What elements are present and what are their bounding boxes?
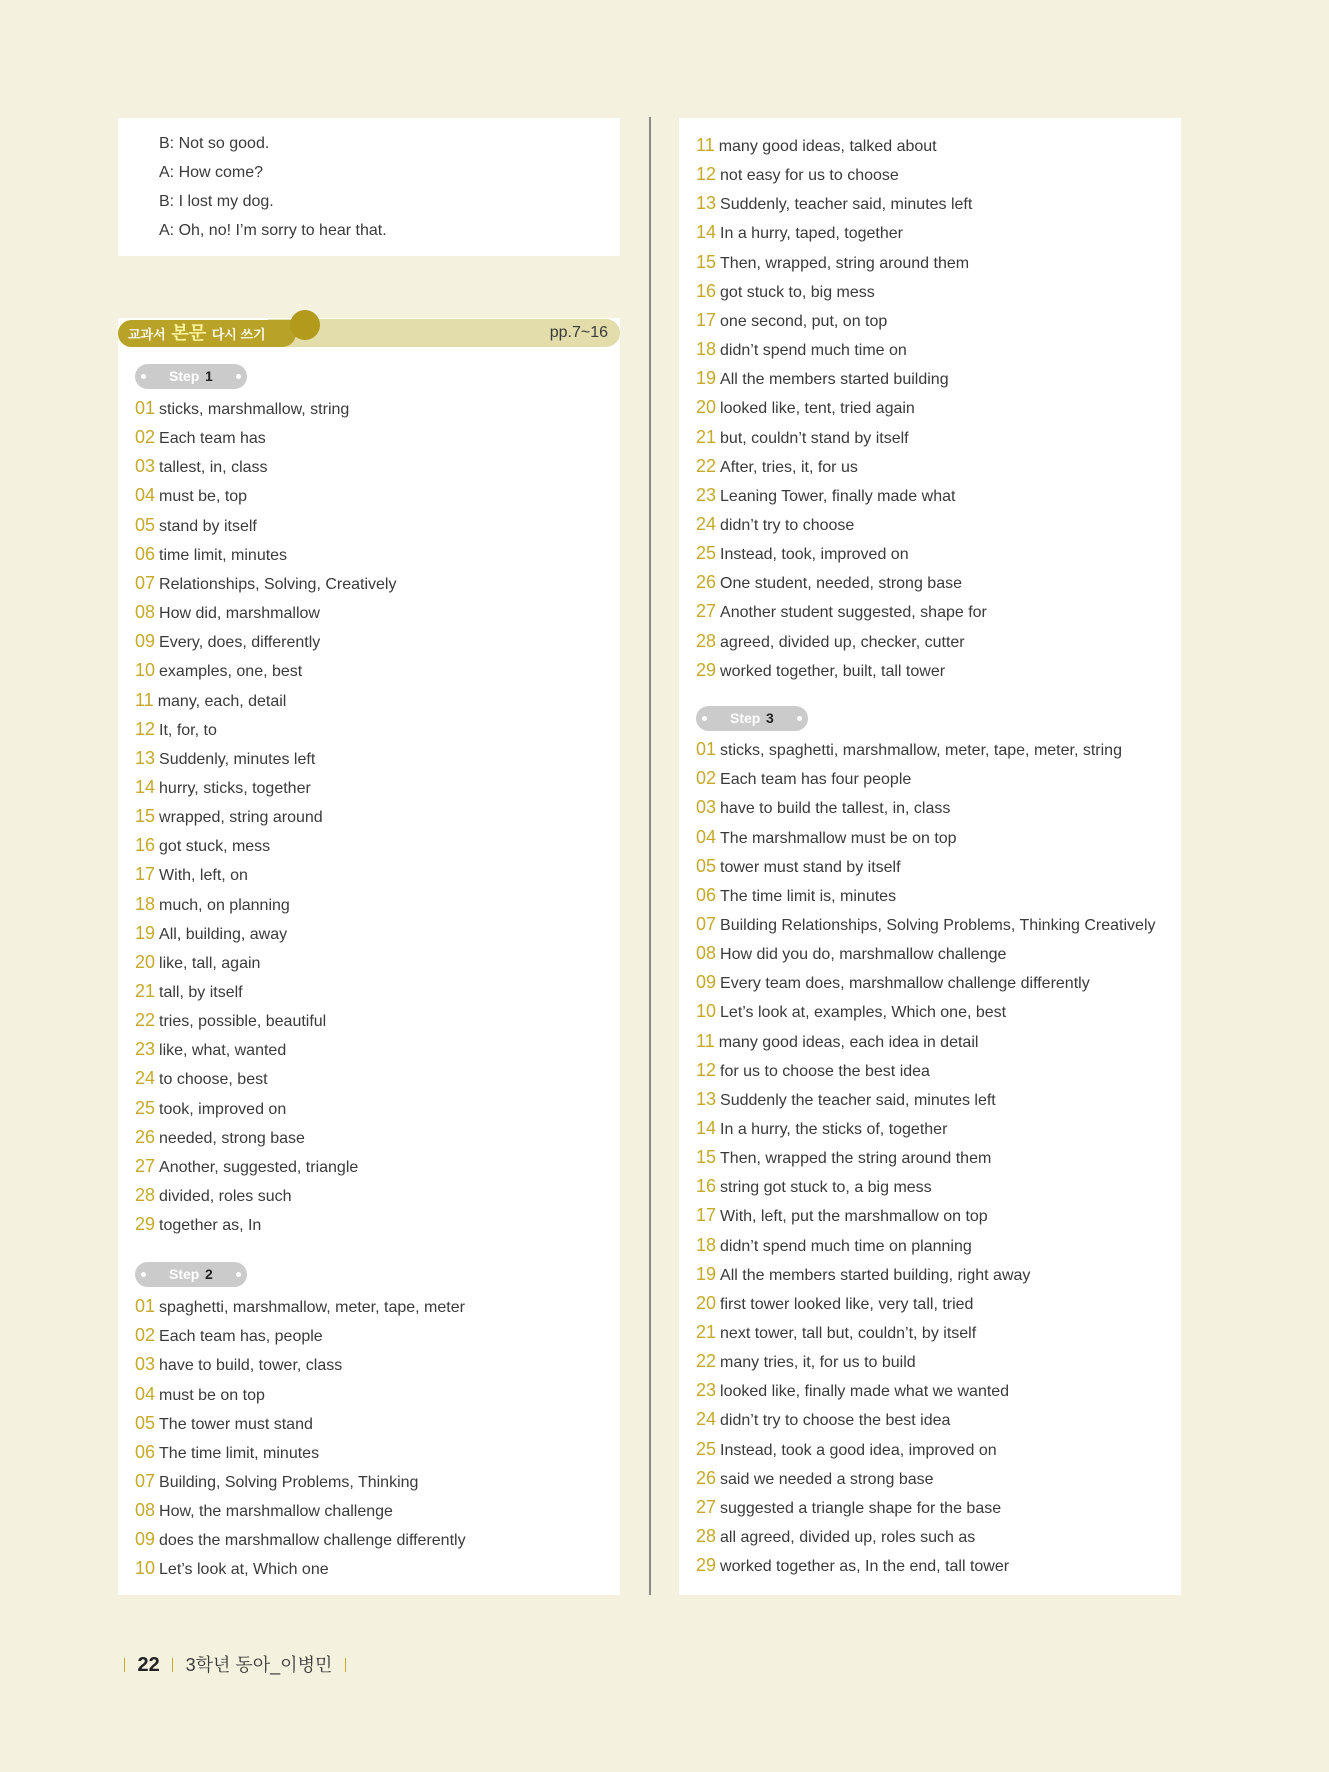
item-number: 20 — [696, 1292, 717, 1313]
item-number: 12 — [696, 164, 717, 185]
answer-item — [696, 452, 858, 481]
answer-item — [135, 1035, 286, 1064]
item-number: 12 — [135, 718, 156, 739]
item-number: 18 — [696, 339, 717, 359]
item-text: didn’t try to choose — [720, 516, 855, 534]
item-text: Each team has four people — [720, 771, 912, 789]
answer-item — [696, 1551, 1009, 1580]
item-number: 10 — [696, 1001, 717, 1022]
answer-item — [696, 764, 911, 793]
answer-item — [696, 1056, 930, 1085]
item-number: 28 — [135, 1185, 156, 1205]
item-text: must be on top — [159, 1386, 265, 1404]
answer-item — [135, 773, 311, 802]
item-number: 04 — [696, 826, 717, 847]
item-number: 05 — [696, 855, 717, 876]
answer-item — [696, 1172, 932, 1201]
item-text: Let’s look at, Which one — [159, 1561, 329, 1579]
item-number: 04 — [135, 1383, 156, 1404]
item-text: Building Relationships, Solving Problems, Thinking Creatively — [720, 916, 1156, 934]
answer-item — [696, 823, 957, 852]
answer-item — [135, 1350, 342, 1379]
item-number: 29 — [135, 1214, 156, 1235]
badge-dot — [236, 374, 241, 379]
answer-item — [696, 1522, 975, 1551]
item-number: 11 — [696, 1030, 715, 1051]
answer-item — [135, 1467, 418, 1496]
item-text: The time limit, minutes — [159, 1444, 320, 1462]
item-text: Another, suggested, triangle — [159, 1158, 359, 1176]
item-text: suggested a triangle shape for the base — [720, 1499, 1002, 1517]
answer-item — [696, 481, 955, 510]
section-banner — [118, 308, 620, 350]
answer-item — [135, 860, 248, 889]
item-text: Another student suggested, shape for — [720, 604, 987, 622]
item-text: How did you do, marshmallow challenge — [720, 946, 1007, 963]
banner-dot — [290, 310, 320, 340]
item-text: sticks, spaghetti, marshmallow, meter, tape, meter, string — [720, 742, 1122, 759]
answer-item — [696, 793, 950, 822]
item-text: worked together, built, tall tower — [720, 662, 946, 680]
item-number: 06 — [135, 1441, 156, 1462]
answer-item — [135, 802, 323, 831]
item-text: With, left, put the marshmallow on top — [720, 1208, 988, 1226]
answer-item — [135, 569, 396, 598]
answer-item — [135, 1380, 265, 1409]
answer-item — [135, 919, 287, 948]
answer-item — [135, 686, 286, 715]
item-number: 19 — [135, 922, 156, 943]
item-text: didn’t try to choose the best idea — [720, 1412, 951, 1430]
answer-item — [135, 1094, 286, 1123]
item-number: 21 — [696, 426, 717, 447]
item-text: looked like, tent, tried again — [720, 400, 915, 418]
item-text: Instead, took, improved on — [720, 546, 909, 564]
item-number: 20 — [135, 951, 156, 972]
badge-dot — [141, 374, 146, 379]
item-number: 17 — [696, 1205, 717, 1226]
item-text: tries, possible, beautiful — [159, 1013, 327, 1031]
answer-item — [135, 627, 320, 656]
answer-item — [135, 423, 266, 452]
answer-item — [135, 977, 243, 1006]
item-text: examples, one, best — [159, 663, 303, 681]
item-text: not easy for us to choose — [720, 167, 899, 185]
item-number: 24 — [135, 1068, 156, 1089]
item-number: 26 — [696, 572, 717, 593]
step-label: Step — [169, 1266, 200, 1282]
step-number: 1 — [205, 368, 213, 384]
item-number: 07 — [135, 1470, 156, 1491]
item-text: tall, by itself — [159, 984, 243, 1001]
item-number: 08 — [696, 943, 717, 963]
item-number: 21 — [135, 981, 156, 1001]
item-number: 22 — [696, 455, 717, 476]
answer-item — [696, 656, 945, 685]
item-text: to choose, best — [159, 1071, 268, 1089]
answer-item — [135, 1006, 326, 1035]
answer-item — [135, 1409, 313, 1438]
item-text: With, left, on — [159, 867, 248, 885]
answer-item — [696, 997, 1006, 1026]
item-text: one second, put, on top — [720, 312, 888, 330]
item-number: 27 — [696, 1496, 717, 1517]
answer-item — [135, 715, 217, 744]
answer-item — [696, 1464, 934, 1493]
answer-item — [696, 968, 1090, 997]
item-number: 02 — [135, 427, 156, 448]
item-number: 24 — [696, 513, 717, 534]
item-number: 23 — [696, 1380, 717, 1401]
item-number: 02 — [696, 768, 717, 789]
item-number: 22 — [696, 1351, 717, 1372]
item-number: 13 — [135, 747, 156, 768]
item-text: All, building, away — [159, 925, 288, 943]
badge-dot — [702, 716, 707, 721]
footer-text: 3학년 동아_이병민 — [185, 1655, 333, 1675]
answer-item — [696, 335, 907, 364]
item-text: In a hurry, the sticks of, together — [720, 1121, 948, 1138]
item-number: 14 — [135, 777, 156, 797]
item-text: stand by itself — [159, 517, 257, 535]
answer-item — [696, 1231, 972, 1260]
page-range: pp.7~16 — [549, 324, 608, 341]
section-title-post: 다시 쓰기 — [211, 327, 266, 342]
item-number: 24 — [696, 1409, 717, 1430]
item-number: 19 — [696, 368, 717, 389]
item-number: 11 — [696, 135, 715, 155]
item-text: next tower, tall but, couldn’t, by itself — [720, 1325, 977, 1342]
item-number: 28 — [696, 1526, 717, 1546]
item-text: looked like, finally made what we wanted — [720, 1383, 1010, 1401]
answer-item — [696, 539, 909, 568]
item-text: Every team does, marshmallow challenge differently — [720, 975, 1090, 993]
dialog-line: A: Oh, no! I’m sorry to hear that. — [159, 222, 387, 239]
answer-item — [696, 423, 909, 452]
item-number: 07 — [696, 913, 717, 934]
step-number: 2 — [205, 1266, 213, 1282]
dialog-line: B: Not so good. — [159, 135, 270, 152]
answer-item — [696, 1405, 950, 1434]
answer-item — [135, 1123, 305, 1152]
item-number: 21 — [696, 1322, 717, 1342]
item-text: One student, needed, strong base — [720, 575, 962, 593]
badge-dot — [141, 1272, 146, 1277]
item-text: many good ideas, talked about — [718, 138, 937, 155]
answer-item — [696, 248, 969, 277]
answer-item — [696, 1201, 988, 1230]
answer-item — [696, 1143, 991, 1172]
item-number: 15 — [696, 251, 717, 272]
item-text: many tries, it, for us to build — [720, 1354, 916, 1372]
answer-item — [696, 1114, 947, 1143]
item-number: 02 — [135, 1325, 156, 1346]
item-number: 16 — [696, 1176, 717, 1197]
item-text: tower must stand by itself — [720, 858, 901, 876]
item-number: 27 — [135, 1155, 156, 1176]
item-number: 15 — [135, 806, 156, 827]
item-number: 14 — [696, 1118, 717, 1138]
item-number: 06 — [135, 543, 156, 564]
answer-item — [135, 656, 302, 685]
item-number: 29 — [696, 1555, 717, 1576]
badge-dot — [797, 716, 802, 721]
item-text: like, tall, again — [159, 954, 261, 972]
answer-item — [135, 1064, 268, 1093]
answer-item — [696, 364, 949, 393]
page-footer — [116, 1651, 354, 1679]
answer-item — [135, 598, 320, 627]
item-number: 04 — [135, 485, 156, 506]
item-text: have to build, tower, class — [159, 1357, 343, 1375]
answer-item — [135, 1321, 323, 1350]
section-title-main: 본문 — [171, 323, 207, 343]
answer-item — [135, 540, 287, 569]
item-text: got stuck, mess — [159, 838, 271, 856]
item-number: 25 — [696, 543, 717, 564]
answer-item — [696, 1027, 978, 1056]
item-text: needed, strong base — [159, 1129, 305, 1147]
item-text: all agreed, divided up, roles such as — [720, 1529, 976, 1546]
item-number: 01 — [135, 1296, 156, 1316]
item-text: for us to choose the best idea — [720, 1062, 930, 1080]
item-number: 01 — [135, 398, 156, 418]
dialog-line: B: I lost my dog. — [159, 193, 274, 210]
item-number: 07 — [135, 572, 156, 593]
answer-item — [135, 452, 268, 481]
section-title — [128, 320, 266, 347]
item-text: didn’t spend much time on planning — [720, 1237, 972, 1255]
item-text: Then, wrapped, string around them — [720, 254, 970, 272]
answer-item — [696, 1493, 1001, 1522]
item-number: 14 — [696, 222, 717, 243]
item-text: like, what, wanted — [159, 1042, 287, 1060]
item-text: sticks, marshmallow, string — [159, 401, 350, 418]
item-number: 22 — [135, 1010, 156, 1031]
item-number: 05 — [135, 514, 156, 535]
item-number: 28 — [696, 630, 717, 651]
answer-item — [696, 1260, 1030, 1289]
item-text: hurry, sticks, together — [159, 780, 311, 797]
footer-divider — [172, 1658, 173, 1672]
answer-item — [696, 910, 1156, 939]
item-text: Instead, took a good idea, improved on — [720, 1441, 997, 1459]
item-number: 13 — [696, 193, 717, 214]
answer-item — [135, 481, 247, 510]
item-number: 16 — [696, 280, 717, 301]
item-text: wrapped, string around — [159, 809, 323, 827]
item-number: 13 — [696, 1088, 717, 1109]
item-text: took, improved on — [159, 1100, 287, 1118]
item-text: Each team has — [159, 430, 266, 448]
item-number: 26 — [696, 1467, 717, 1488]
step-1-badge — [135, 364, 247, 389]
item-number: 15 — [696, 1147, 717, 1168]
item-number: 29 — [696, 659, 717, 680]
answer-item — [696, 852, 901, 881]
answer-item — [696, 1435, 997, 1464]
item-number: 03 — [135, 1354, 156, 1375]
item-text: but, couldn’t stand by itself — [720, 429, 909, 447]
item-text: All the members started building, right away — [720, 1266, 1031, 1284]
answer-item — [696, 306, 887, 335]
answer-item — [135, 1210, 261, 1239]
item-text: first tower looked like, very tall, tried — [720, 1295, 974, 1313]
item-text: many, each, detail — [157, 692, 287, 710]
item-text: much, on planning — [159, 896, 290, 914]
item-text: How, the marshmallow challenge — [159, 1503, 393, 1520]
item-number: 27 — [696, 601, 717, 622]
answer-item — [135, 890, 290, 919]
item-text: agreed, divided up, checker, cutter — [720, 633, 965, 651]
item-number: 20 — [696, 397, 717, 418]
item-number: 10 — [135, 1558, 156, 1579]
answer-item — [696, 393, 915, 422]
item-text: time limit, minutes — [159, 546, 288, 564]
section-title-pre: 교과서 — [128, 327, 166, 342]
page-number: 22 — [137, 1654, 160, 1676]
answer-item — [135, 1554, 329, 1583]
answer-item — [696, 510, 854, 539]
item-text: worked together as, In the end, tall tower — [720, 1558, 1010, 1576]
item-text: didn’t spend much time on — [720, 342, 907, 359]
item-text: said we needed a strong base — [720, 1470, 934, 1488]
item-text: After, tries, it, for us — [720, 458, 858, 476]
item-number: 17 — [696, 309, 717, 330]
item-text: must be, top — [159, 488, 248, 506]
answer-item — [696, 160, 899, 189]
answer-item — [696, 277, 875, 306]
item-number: 16 — [135, 835, 156, 856]
answer-item — [696, 597, 987, 626]
item-number: 19 — [696, 1263, 717, 1284]
item-number: 09 — [135, 1529, 156, 1550]
item-number: 10 — [135, 660, 156, 681]
item-number: 01 — [696, 739, 717, 759]
item-number: 09 — [696, 972, 717, 993]
item-text: Each team has, people — [159, 1328, 323, 1346]
item-number: 17 — [135, 864, 156, 885]
answer-item — [135, 1181, 292, 1210]
item-text: together as, In — [159, 1217, 262, 1235]
step-label: Step — [169, 368, 200, 384]
item-text: Suddenly, minutes left — [159, 750, 316, 768]
answer-item — [696, 218, 903, 247]
item-text: Leaning Tower, finally made what — [720, 487, 956, 505]
item-number: 06 — [696, 884, 717, 905]
item-text: It, for, to — [159, 721, 217, 739]
item-text: Suddenly, teacher said, minutes left — [720, 196, 973, 214]
item-text: The tower must stand — [159, 1415, 313, 1433]
item-number: 12 — [696, 1059, 717, 1080]
item-text: The marshmallow must be on top — [720, 829, 957, 847]
item-number: 08 — [135, 602, 156, 622]
answer-item — [696, 189, 972, 218]
item-number: 09 — [135, 631, 156, 652]
answer-item — [135, 1292, 465, 1321]
item-number: 25 — [135, 1097, 156, 1118]
item-number: 23 — [696, 484, 717, 505]
item-text: spaghetti, marshmallow, meter, tape, meter — [159, 1299, 465, 1316]
item-number: 25 — [696, 1438, 717, 1459]
answer-item — [696, 568, 962, 597]
answer-item — [696, 1347, 916, 1376]
answer-item — [135, 511, 257, 540]
answer-item — [135, 1496, 393, 1525]
answer-item — [696, 939, 1006, 968]
answer-item — [135, 1152, 358, 1181]
step-3-badge — [696, 706, 808, 731]
answer-item — [696, 1376, 1009, 1405]
item-text: Building, Solving Problems, Thinking — [159, 1473, 419, 1491]
item-text: have to build the tallest, in, class — [720, 800, 951, 818]
footer-divider — [124, 1658, 125, 1672]
answer-item — [135, 744, 315, 773]
item-number: 18 — [135, 893, 156, 914]
item-number: 05 — [135, 1412, 156, 1433]
item-text: many good ideas, each idea in detail — [718, 1033, 979, 1051]
item-text: Let’s look at, examples, Which one, best — [720, 1004, 1007, 1022]
answer-item — [696, 881, 896, 910]
answer-item — [696, 627, 965, 656]
item-number: 18 — [696, 1234, 717, 1255]
answer-item — [696, 1289, 973, 1318]
answer-item — [696, 1318, 976, 1347]
step-label: Step — [730, 710, 761, 726]
item-text: How did, marshmallow — [159, 605, 320, 622]
column-divider — [649, 117, 651, 1595]
answer-item — [696, 1085, 996, 1114]
step-number: 3 — [766, 710, 774, 726]
item-text: does the marshmallow challenge differently — [159, 1532, 466, 1550]
answer-item — [696, 735, 1122, 764]
answer-item — [135, 1438, 319, 1467]
item-number: 26 — [135, 1126, 156, 1147]
item-text: Then, wrapped the string around them — [720, 1150, 992, 1168]
item-text: Suddenly the teacher said, minutes left — [720, 1091, 996, 1109]
item-number: 03 — [135, 456, 156, 477]
badge-dot — [236, 1272, 241, 1277]
item-number: 08 — [135, 1500, 156, 1520]
answer-item — [135, 394, 349, 423]
answer-item — [696, 131, 937, 160]
item-number: 11 — [135, 689, 154, 710]
step-2-badge — [135, 1262, 247, 1287]
dialog-line: A: How come? — [159, 164, 264, 181]
answer-item — [135, 1525, 466, 1554]
item-text: In a hurry, taped, together — [720, 225, 903, 243]
item-text: divided, roles such — [159, 1188, 292, 1205]
footer-divider — [345, 1658, 346, 1672]
item-number: 23 — [135, 1039, 156, 1060]
item-text: tallest, in, class — [159, 459, 268, 477]
item-text: Relationships, Solving, Creatively — [159, 575, 397, 593]
item-number: 03 — [696, 797, 717, 818]
item-text: The time limit is, minutes — [720, 887, 897, 905]
item-text: string got stuck to, a big mess — [720, 1179, 932, 1197]
answer-item — [135, 831, 270, 860]
item-text: got stuck to, big mess — [720, 283, 875, 301]
answer-item — [135, 948, 260, 977]
item-text: Every, does, differently — [159, 634, 321, 652]
item-text: All the members started building — [720, 371, 949, 389]
